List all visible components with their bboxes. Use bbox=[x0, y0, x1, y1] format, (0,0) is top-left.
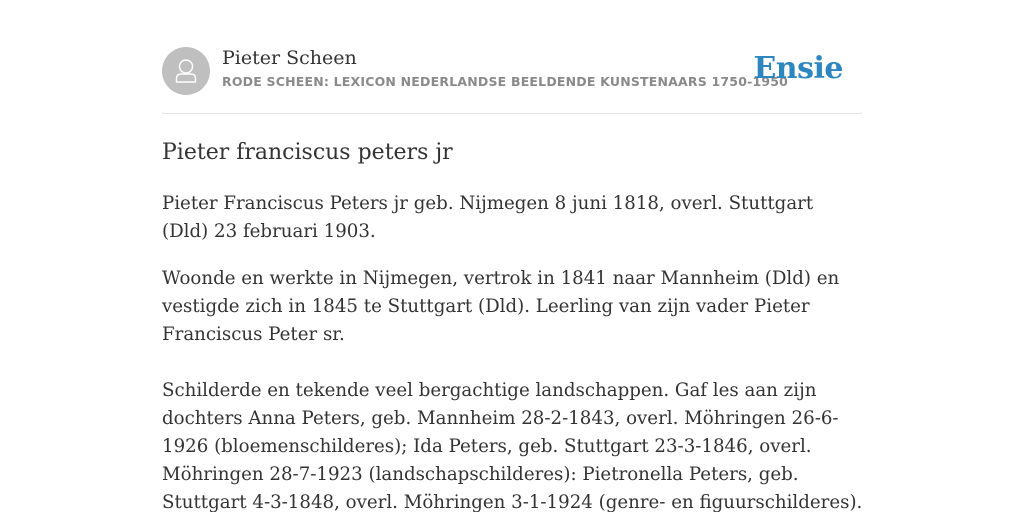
author-name[interactable]: Pieter Scheen bbox=[222, 47, 357, 69]
article-paragraph: Schilderde en tekende veel bergachtige landschappen. Gaf les aan zijn dochters Anna Peters, geb. Mannheim 28-2-1843, overl. Möhringen 26-6-1926 (bloemenschilderes); Ida Peters, geb. Stuttgart 23-3-1846, overl. Möhringen 28-7-1923 (landschapschilderes): Pietronella Peters, geb. Stuttgart 4-3-1848, overl. Möhringen 3-1-1924 (genre- en figuurschilderes). bbox=[162, 380, 863, 512]
article-body bbox=[162, 190, 865, 512]
author-header bbox=[162, 46, 862, 96]
source-lexicon[interactable]: RODE SCHEEN: LEXICON NEDERLANDSE BEELDENDE KUNSTENAARS 1750-1950 bbox=[222, 74, 789, 89]
ensie-logo[interactable]: Ensie bbox=[753, 51, 843, 86]
user-icon bbox=[162, 47, 210, 95]
avatar[interactable] bbox=[162, 47, 210, 95]
header-divider bbox=[162, 113, 862, 114]
article-paragraph: Woonde en werkte in Nijmegen, vertrok in 1841 naar Mannheim (Dld) en vestigde zich in 1845 te Stuttgart (Dld). Leerling van zijn vader Pieter Franciscus Peter sr. bbox=[162, 268, 840, 345]
article-paragraph: Pieter Francisсus Peters jr geb. Nijmegen 8 juni 1818, overl. Stuttgart (Dld) 23 februari 1903. bbox=[162, 193, 814, 242]
article-title: Pieter franciscus peters jr bbox=[162, 140, 453, 165]
